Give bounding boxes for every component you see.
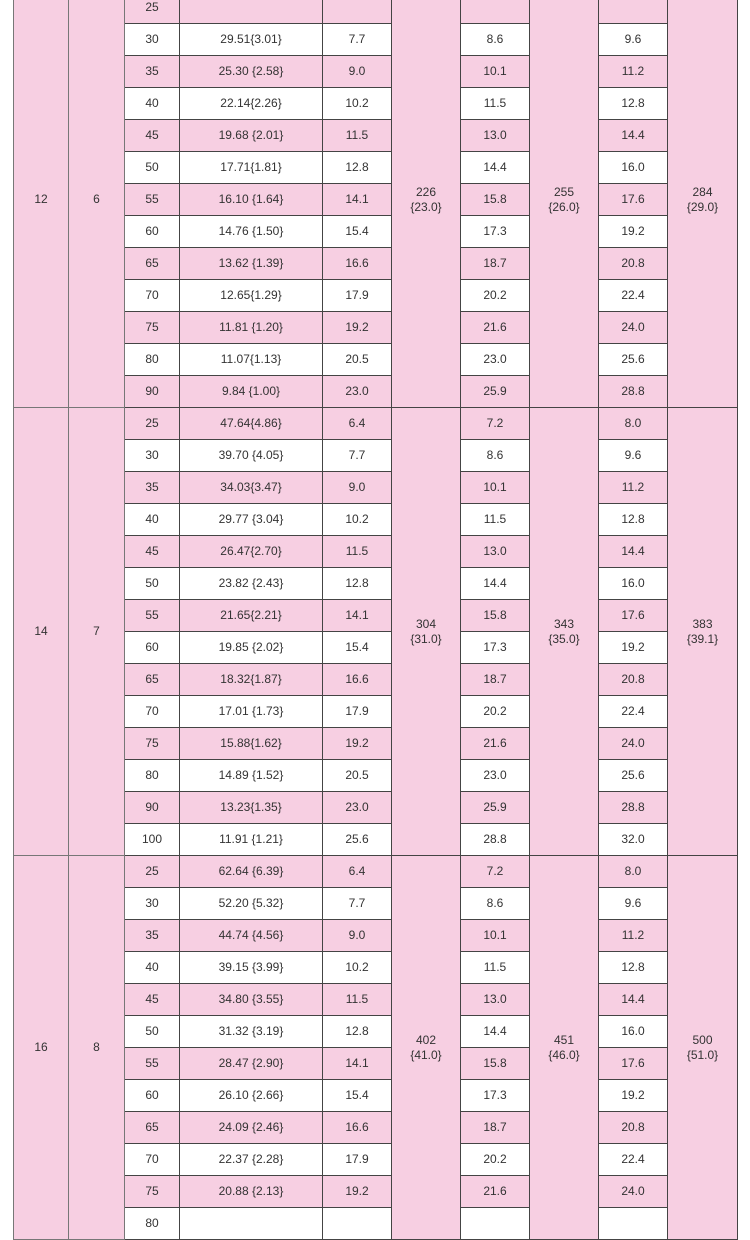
load-cell: 52.20 {5.32} xyxy=(180,888,323,920)
group-size-cell: 16 xyxy=(14,856,69,1240)
value-col2-cell: 23.0 xyxy=(461,344,530,376)
value-col2-cell: 23.0 xyxy=(461,760,530,792)
value-col2-cell: 13.0 xyxy=(461,984,530,1016)
length-cell: 75 xyxy=(125,312,180,344)
strength-col3-cell-value: 284 xyxy=(692,184,713,199)
length-cell: 70 xyxy=(125,1144,180,1176)
length-cell: 60 xyxy=(125,1080,180,1112)
load-cell: 26.47{2.70} xyxy=(180,536,323,568)
value-col1-cell: 7.7 xyxy=(323,24,392,56)
load-cell: 22.14{2.26} xyxy=(180,88,323,120)
load-cell: 19.68 {2.01} xyxy=(180,120,323,152)
value-col1-cell: 12.8 xyxy=(323,1016,392,1048)
strength-col2-cell-value: 255 xyxy=(553,184,575,199)
value-col1-cell: 10.2 xyxy=(323,88,392,120)
value-col3-cell xyxy=(599,0,668,24)
value-col3-cell: 20.8 xyxy=(599,248,668,280)
value-col2-cell: 11.5 xyxy=(461,952,530,984)
length-cell: 65 xyxy=(125,664,180,696)
load-cell: 11.81 {1.20} xyxy=(180,312,323,344)
load-cell: 9.84 {1.00} xyxy=(180,376,323,408)
length-cell: 55 xyxy=(125,600,180,632)
value-col3-cell: 11.2 xyxy=(599,56,668,88)
strength-col1-cell-sub-value: {31.0} xyxy=(410,631,442,646)
length-cell: 75 xyxy=(125,728,180,760)
value-col3-cell xyxy=(599,1208,668,1240)
strength-col3-cell-value: 500 xyxy=(692,1032,713,1047)
value-col1-cell: 11.5 xyxy=(323,536,392,568)
length-cell: 60 xyxy=(125,632,180,664)
value-col2-cell xyxy=(461,0,530,24)
length-cell: 35 xyxy=(125,56,180,88)
value-col3-cell: 16.0 xyxy=(599,152,668,184)
value-col1-cell: 6.4 xyxy=(323,856,392,888)
load-cell: 13.62 {1.39} xyxy=(180,248,323,280)
load-cell xyxy=(180,0,323,24)
load-cell: 47.64{4.86} xyxy=(180,408,323,440)
value-col1-cell: 12.8 xyxy=(323,568,392,600)
value-col2-cell: 17.3 xyxy=(461,632,530,664)
value-col1-cell: 9.0 xyxy=(323,472,392,504)
strength-col3-cell-sub-value: {29.0} xyxy=(686,199,719,214)
value-col2-cell: 8.6 xyxy=(461,24,530,56)
length-cell: 30 xyxy=(125,440,180,472)
group-size-cell: 12 xyxy=(14,0,69,408)
value-col1-cell: 7.7 xyxy=(323,440,392,472)
value-col1-cell: 23.0 xyxy=(323,792,392,824)
value-col3-cell: 22.4 xyxy=(599,1144,668,1176)
load-cell: 29.51{3.01} xyxy=(180,24,323,56)
strength-col2-cell-sub-value: {26.0} xyxy=(548,199,580,214)
value-col2-cell: 17.3 xyxy=(461,1080,530,1112)
value-col2-cell: 20.2 xyxy=(461,1144,530,1176)
length-cell: 80 xyxy=(125,1208,180,1240)
value-col1-cell: 9.0 xyxy=(323,920,392,952)
value-col3-cell: 9.6 xyxy=(599,24,668,56)
load-cell xyxy=(180,1208,323,1240)
strength-col1-cell-value: 226 xyxy=(415,184,437,199)
value-col2-cell: 14.4 xyxy=(461,1016,530,1048)
value-col1-cell: 16.6 xyxy=(323,664,392,696)
value-col2-cell: 11.5 xyxy=(461,504,530,536)
group-size-cell: 14 xyxy=(14,408,69,856)
value-col1-cell: 7.7 xyxy=(323,888,392,920)
length-cell: 50 xyxy=(125,1016,180,1048)
length-cell: 60 xyxy=(125,216,180,248)
value-col3-cell: 12.8 xyxy=(599,504,668,536)
value-col2-cell: 18.7 xyxy=(461,1112,530,1144)
load-cell: 21.65{2.21} xyxy=(180,600,323,632)
value-col2-cell: 13.0 xyxy=(461,536,530,568)
strength-col1-cell xyxy=(392,856,461,1240)
length-cell: 80 xyxy=(125,344,180,376)
value-col1-cell: 10.2 xyxy=(323,952,392,984)
length-cell: 45 xyxy=(125,120,180,152)
value-col3-cell: 19.2 xyxy=(599,1080,668,1112)
value-col2-cell: 25.9 xyxy=(461,792,530,824)
value-col3-cell: 22.4 xyxy=(599,696,668,728)
load-cell: 17.71{1.81} xyxy=(180,152,323,184)
value-col3-cell: 20.8 xyxy=(599,664,668,696)
strength-col3-cell-sub-value: {51.0} xyxy=(686,1047,719,1062)
value-col3-cell: 28.8 xyxy=(599,376,668,408)
value-col3-cell: 9.6 xyxy=(599,888,668,920)
value-col3-cell: 16.0 xyxy=(599,1016,668,1048)
value-col2-cell: 18.7 xyxy=(461,664,530,696)
load-cell: 11.91 {1.21} xyxy=(180,824,323,856)
value-col3-cell: 28.8 xyxy=(599,792,668,824)
value-col3-cell: 12.8 xyxy=(599,952,668,984)
value-col3-cell: 14.4 xyxy=(599,984,668,1016)
value-col2-cell: 13.0 xyxy=(461,120,530,152)
group-half-cell: 8 xyxy=(69,856,125,1240)
value-col3-cell: 8.0 xyxy=(599,856,668,888)
value-col2-cell: 25.9 xyxy=(461,376,530,408)
spec-table xyxy=(13,0,738,1240)
length-cell: 40 xyxy=(125,88,180,120)
value-col3-cell: 11.2 xyxy=(599,920,668,952)
load-cell: 12.65{1.29} xyxy=(180,280,323,312)
value-col1-cell xyxy=(323,1208,392,1240)
length-cell: 70 xyxy=(125,280,180,312)
value-col3-cell: 32.0 xyxy=(599,824,668,856)
load-cell: 13.23{1.35} xyxy=(180,792,323,824)
value-col1-cell: 19.2 xyxy=(323,312,392,344)
load-cell: 44.74 {4.56} xyxy=(180,920,323,952)
value-col1-cell: 16.6 xyxy=(323,248,392,280)
strength-col1-cell-sub-value: {23.0} xyxy=(410,199,442,214)
strength-col2-cell-value: 451 xyxy=(553,1032,575,1047)
value-col2-cell: 10.1 xyxy=(461,920,530,952)
group-half-cell: 6 xyxy=(69,0,125,408)
value-col2-cell: 15.8 xyxy=(461,184,530,216)
value-col3-cell: 17.6 xyxy=(599,600,668,632)
value-col3-cell: 11.2 xyxy=(599,472,668,504)
strength-col3-cell-value: 383 xyxy=(692,616,713,631)
load-cell: 11.07{1.13} xyxy=(180,344,323,376)
strength-col3-cell xyxy=(668,408,738,856)
group-half-cell: 7 xyxy=(69,408,125,856)
strength-col2-cell xyxy=(530,408,599,856)
length-cell: 75 xyxy=(125,1176,180,1208)
value-col2-cell: 11.5 xyxy=(461,88,530,120)
load-cell: 19.85 {2.02} xyxy=(180,632,323,664)
length-cell: 35 xyxy=(125,920,180,952)
load-cell: 62.64 {6.39} xyxy=(180,856,323,888)
value-col1-cell xyxy=(323,0,392,24)
value-col3-cell: 24.0 xyxy=(599,312,668,344)
value-col2-cell: 18.7 xyxy=(461,248,530,280)
length-cell: 70 xyxy=(125,696,180,728)
value-col3-cell: 9.6 xyxy=(599,440,668,472)
value-col3-cell: 19.2 xyxy=(599,632,668,664)
load-cell: 17.01 {1.73} xyxy=(180,696,323,728)
length-cell: 90 xyxy=(125,792,180,824)
strength-col3-cell xyxy=(668,0,738,408)
value-col3-cell: 17.6 xyxy=(599,1048,668,1080)
value-col1-cell: 9.0 xyxy=(323,56,392,88)
length-cell: 45 xyxy=(125,536,180,568)
value-col2-cell: 14.4 xyxy=(461,568,530,600)
length-cell: 40 xyxy=(125,504,180,536)
value-col1-cell: 19.2 xyxy=(323,728,392,760)
length-cell: 25 xyxy=(125,856,180,888)
value-col3-cell: 12.8 xyxy=(599,88,668,120)
value-col1-cell: 15.4 xyxy=(323,632,392,664)
load-cell: 14.89 {1.52} xyxy=(180,760,323,792)
value-col1-cell: 17.9 xyxy=(323,696,392,728)
value-col2-cell: 21.6 xyxy=(461,1176,530,1208)
value-col1-cell: 15.4 xyxy=(323,1080,392,1112)
value-col2-cell: 28.8 xyxy=(461,824,530,856)
load-cell: 24.09 {2.46} xyxy=(180,1112,323,1144)
value-col1-cell: 14.1 xyxy=(323,600,392,632)
length-cell: 25 xyxy=(125,0,180,24)
length-cell: 50 xyxy=(125,152,180,184)
value-col3-cell: 25.6 xyxy=(599,344,668,376)
value-col3-cell: 8.0 xyxy=(599,408,668,440)
spec-table-container xyxy=(13,0,737,1240)
strength-col2-cell-value: 343 xyxy=(553,616,575,631)
table-row xyxy=(14,0,738,24)
length-cell: 35 xyxy=(125,472,180,504)
length-cell: 55 xyxy=(125,1048,180,1080)
value-col3-cell: 16.0 xyxy=(599,568,668,600)
strength-col2-cell xyxy=(530,0,599,408)
strength-col2-cell xyxy=(530,856,599,1240)
length-cell: 40 xyxy=(125,952,180,984)
strength-col2-cell-sub-value: {35.0} xyxy=(548,631,580,646)
strength-col1-cell-value: 402 xyxy=(415,1032,437,1047)
length-cell: 25 xyxy=(125,408,180,440)
load-cell: 39.70 {4.05} xyxy=(180,440,323,472)
value-col2-cell: 10.1 xyxy=(461,472,530,504)
load-cell: 29.77 {3.04} xyxy=(180,504,323,536)
value-col1-cell: 23.0 xyxy=(323,376,392,408)
load-cell: 25.30 {2.58} xyxy=(180,56,323,88)
strength-col1-cell-sub-value: {41.0} xyxy=(410,1047,442,1062)
value-col1-cell: 12.8 xyxy=(323,152,392,184)
value-col2-cell xyxy=(461,1208,530,1240)
load-cell: 31.32 {3.19} xyxy=(180,1016,323,1048)
value-col3-cell: 14.4 xyxy=(599,536,668,568)
load-cell: 28.47 {2.90} xyxy=(180,1048,323,1080)
value-col1-cell: 17.9 xyxy=(323,1144,392,1176)
value-col3-cell: 20.8 xyxy=(599,1112,668,1144)
value-col1-cell: 6.4 xyxy=(323,408,392,440)
load-cell: 34.80 {3.55} xyxy=(180,984,323,1016)
value-col1-cell: 10.2 xyxy=(323,504,392,536)
value-col2-cell: 21.6 xyxy=(461,312,530,344)
value-col1-cell: 11.5 xyxy=(323,120,392,152)
value-col1-cell: 14.1 xyxy=(323,184,392,216)
value-col3-cell: 14.4 xyxy=(599,120,668,152)
length-cell: 50 xyxy=(125,568,180,600)
value-col1-cell: 20.5 xyxy=(323,760,392,792)
value-col3-cell: 17.6 xyxy=(599,184,668,216)
value-col3-cell: 22.4 xyxy=(599,280,668,312)
value-col2-cell: 15.8 xyxy=(461,1048,530,1080)
load-cell: 14.76 {1.50} xyxy=(180,216,323,248)
value-col1-cell: 16.6 xyxy=(323,1112,392,1144)
value-col2-cell: 8.6 xyxy=(461,888,530,920)
value-col1-cell: 17.9 xyxy=(323,280,392,312)
value-col2-cell: 14.4 xyxy=(461,152,530,184)
load-cell: 26.10 {2.66} xyxy=(180,1080,323,1112)
value-col2-cell: 21.6 xyxy=(461,728,530,760)
spec-table-body xyxy=(14,0,738,1240)
value-col3-cell: 19.2 xyxy=(599,216,668,248)
strength-col1-cell-value: 304 xyxy=(415,616,437,631)
strength-col1-cell xyxy=(392,408,461,856)
length-cell: 65 xyxy=(125,1112,180,1144)
value-col2-cell: 15.8 xyxy=(461,600,530,632)
strength-col1-cell xyxy=(392,0,461,408)
value-col2-cell: 17.3 xyxy=(461,216,530,248)
load-cell: 16.10 {1.64} xyxy=(180,184,323,216)
length-cell: 30 xyxy=(125,24,180,56)
length-cell: 100 xyxy=(125,824,180,856)
load-cell: 15.88{1.62} xyxy=(180,728,323,760)
value-col1-cell: 15.4 xyxy=(323,216,392,248)
value-col3-cell: 24.0 xyxy=(599,728,668,760)
length-cell: 80 xyxy=(125,760,180,792)
length-cell: 45 xyxy=(125,984,180,1016)
value-col1-cell: 11.5 xyxy=(323,984,392,1016)
load-cell: 34.03{3.47} xyxy=(180,472,323,504)
value-col1-cell: 20.5 xyxy=(323,344,392,376)
value-col1-cell: 25.6 xyxy=(323,824,392,856)
load-cell: 20.88 {2.13} xyxy=(180,1176,323,1208)
value-col2-cell: 20.2 xyxy=(461,280,530,312)
strength-col2-cell-sub-value: {46.0} xyxy=(548,1047,580,1062)
value-col1-cell: 14.1 xyxy=(323,1048,392,1080)
strength-col3-cell xyxy=(668,856,738,1240)
value-col2-cell: 7.2 xyxy=(461,408,530,440)
length-cell: 65 xyxy=(125,248,180,280)
load-cell: 39.15 {3.99} xyxy=(180,952,323,984)
value-col2-cell: 8.6 xyxy=(461,440,530,472)
value-col2-cell: 10.1 xyxy=(461,56,530,88)
table-row xyxy=(14,408,738,440)
load-cell: 18.32{1.87} xyxy=(180,664,323,696)
length-cell: 55 xyxy=(125,184,180,216)
length-cell: 30 xyxy=(125,888,180,920)
table-row xyxy=(14,856,738,888)
value-col2-cell: 20.2 xyxy=(461,696,530,728)
value-col1-cell: 19.2 xyxy=(323,1176,392,1208)
length-cell: 90 xyxy=(125,376,180,408)
value-col3-cell: 24.0 xyxy=(599,1176,668,1208)
value-col2-cell: 7.2 xyxy=(461,856,530,888)
value-col3-cell: 25.6 xyxy=(599,760,668,792)
load-cell: 22.37 {2.28} xyxy=(180,1144,323,1176)
load-cell: 23.82 {2.43} xyxy=(180,568,323,600)
strength-col3-cell-sub-value: {39.1} xyxy=(686,631,719,646)
